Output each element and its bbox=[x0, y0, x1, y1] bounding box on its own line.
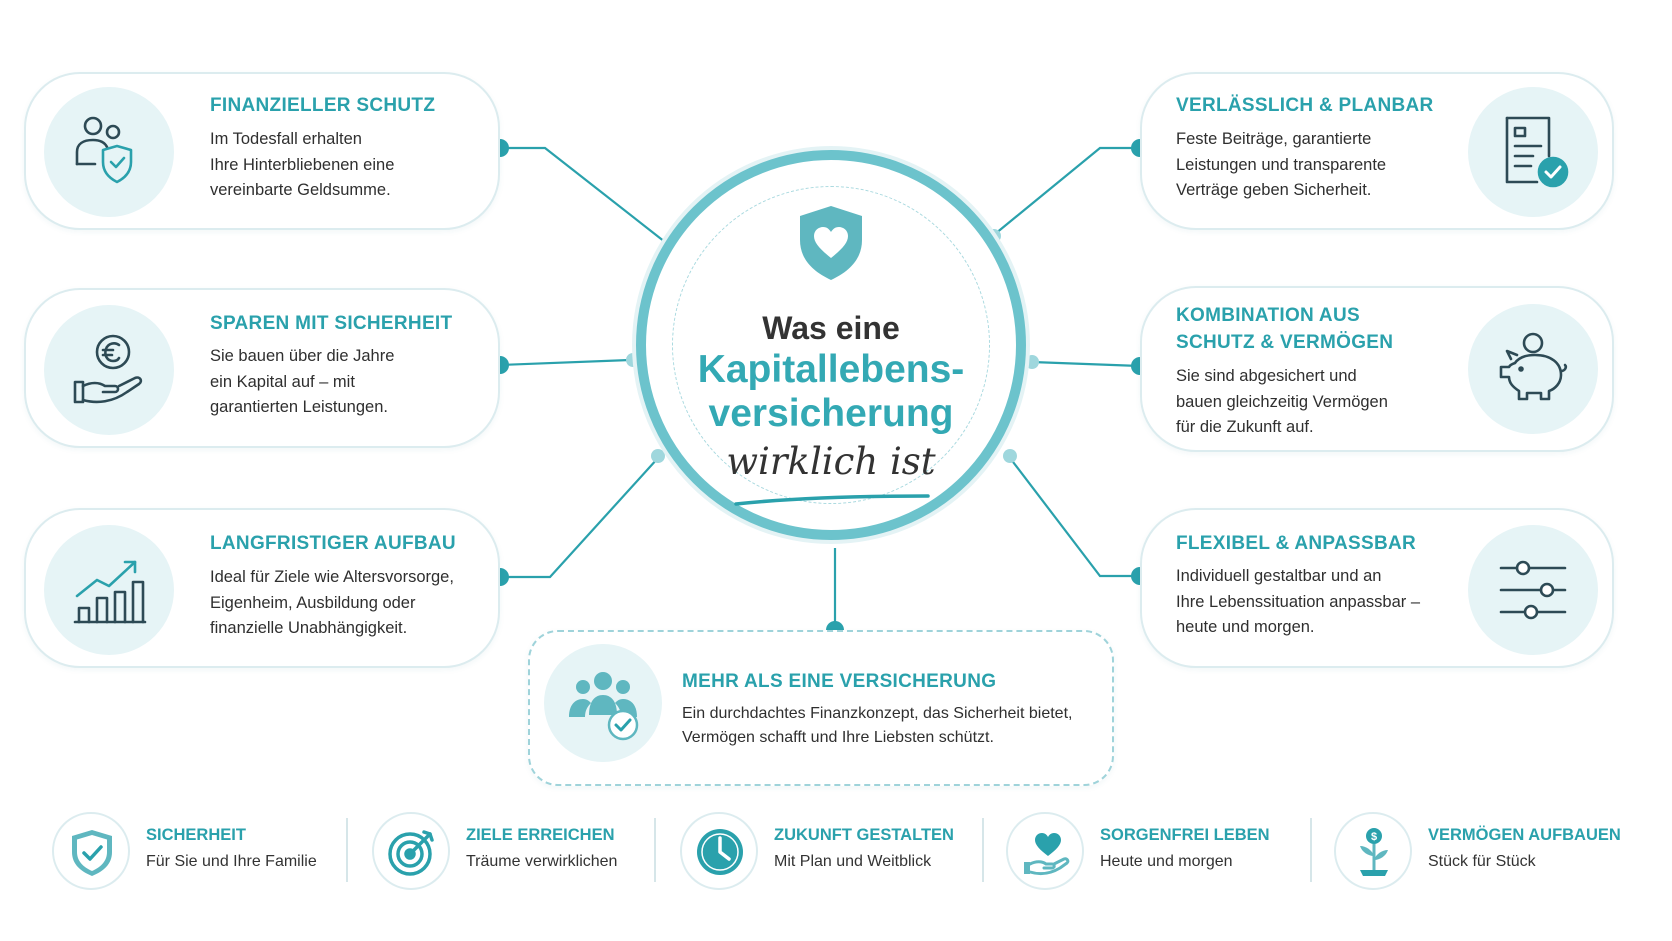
shield-check-icon bbox=[66, 826, 118, 878]
connector-flexibel bbox=[1010, 458, 1140, 576]
card-text-line: Eigenheim, Ausbildung oder bbox=[210, 593, 416, 612]
footer-divider bbox=[654, 818, 656, 882]
card-text bbox=[1176, 127, 1386, 204]
card-title bbox=[1176, 302, 1393, 356]
footer-title: SORGENFREI LEBEN bbox=[1100, 826, 1270, 844]
card-text-line: ein Kapital auf – mit bbox=[210, 372, 355, 391]
card-text-line: bauen gleichzeitig Vermögen bbox=[1176, 392, 1388, 411]
shield-heart-icon bbox=[796, 202, 866, 282]
card-text bbox=[210, 565, 454, 642]
footer-subtitle: Heute und morgen bbox=[1100, 853, 1233, 870]
icon-circle bbox=[1468, 525, 1598, 655]
card-text bbox=[682, 702, 1072, 750]
card-text-line: Ideal für Ziele wie Altersvorsorge, bbox=[210, 568, 454, 586]
footer-divider bbox=[346, 818, 348, 882]
icon-circle bbox=[44, 305, 174, 435]
card-text-line: heute und morgen. bbox=[1176, 618, 1315, 636]
card-text-line: für die Zukunft auf. bbox=[1176, 418, 1314, 436]
card-text-line: Feste Beiträge, garantierte bbox=[1176, 130, 1372, 148]
footer-title: VERMÖGEN AUFBAUEN bbox=[1428, 826, 1621, 844]
card-text-line: Sie bauen über die Jahre bbox=[210, 347, 395, 365]
footer-subtitle: Mit Plan und Weitblick bbox=[774, 853, 932, 870]
svg-text:$: $ bbox=[1370, 831, 1378, 843]
card-langfristig bbox=[24, 508, 500, 668]
icon-circle bbox=[1468, 304, 1598, 434]
connector-verlaesslich bbox=[995, 148, 1140, 234]
connector-kombination bbox=[1032, 362, 1140, 366]
piggy-bank-icon bbox=[1493, 329, 1573, 409]
underline-swoosh bbox=[732, 490, 932, 510]
footer-title: ZIELE ERREICHEN bbox=[466, 826, 615, 844]
card-mehr-als-versicherung bbox=[528, 630, 1114, 786]
card-sparen bbox=[24, 288, 500, 448]
ring-dot bbox=[1025, 355, 1039, 369]
sliders-icon bbox=[1493, 550, 1573, 630]
card-text-line: Leistungen und transparente bbox=[1176, 155, 1387, 174]
card-title: FINANZIELLER SCHUTZ bbox=[210, 95, 436, 116]
card-text bbox=[210, 127, 394, 204]
center-script-text: wirklich ist bbox=[726, 440, 936, 483]
growth-chart-icon bbox=[69, 550, 149, 630]
card-text-line: Im Todesfall erhalten bbox=[210, 130, 362, 148]
footer-icon-circle bbox=[1006, 812, 1084, 890]
center-circle bbox=[636, 150, 1026, 540]
document-check-icon bbox=[1493, 112, 1573, 192]
footer-subtitle: Für Sie und Ihre Familie bbox=[146, 853, 317, 870]
center-title-line2: Kapitallebens- bbox=[697, 348, 965, 391]
card-text bbox=[1176, 564, 1420, 641]
center-title-line1: Was eine bbox=[762, 310, 900, 346]
money-plant-icon bbox=[1348, 826, 1400, 878]
card-text bbox=[1176, 364, 1388, 441]
card-title: FLEXIBEL & ANPASSBAR bbox=[1176, 533, 1417, 554]
footer-title: ZUKUNFT GESTALTEN bbox=[774, 826, 954, 844]
card-title: MEHR ALS EINE VERSICHERUNG bbox=[682, 671, 997, 692]
card-title: SPAREN MIT SICHERHEIT bbox=[210, 313, 453, 334]
card-finanzieller-schutz bbox=[24, 72, 500, 230]
center-title-line3: versicherung bbox=[708, 392, 954, 435]
family-shield-icon bbox=[69, 112, 149, 192]
heart-hand-icon bbox=[1020, 826, 1072, 878]
footer-icon-circle bbox=[1334, 812, 1412, 890]
euro-hand-icon bbox=[69, 330, 149, 410]
card-text-line: Ihre Hinterbliebenen eine bbox=[210, 155, 395, 174]
icon-circle bbox=[44, 87, 174, 217]
icon-circle bbox=[1468, 87, 1598, 217]
card-text-line: Individuell gestaltbar und an bbox=[1176, 567, 1382, 585]
card-title-line: SCHUTZ & VERMÖGEN bbox=[1176, 332, 1394, 353]
footer-icon-circle bbox=[52, 812, 130, 890]
card-text-line: garantierten Leistungen. bbox=[210, 398, 388, 416]
card-text bbox=[210, 344, 394, 421]
card-text-line: finanzielle Unabhängigkeit. bbox=[210, 619, 408, 637]
footer-subtitle: Träume verwirklichen bbox=[466, 853, 618, 870]
icon-circle bbox=[544, 644, 662, 762]
card-text-line: Sie sind abgesichert und bbox=[1176, 367, 1357, 385]
icon-circle bbox=[44, 525, 174, 655]
footer-divider bbox=[982, 818, 984, 882]
connector-sparen bbox=[500, 360, 630, 365]
footer-icon-circle bbox=[680, 812, 758, 890]
card-text-line: Ihre Lebenssituation anpassbar – bbox=[1176, 592, 1421, 611]
connector-finanzieller-schutz bbox=[500, 148, 665, 242]
footer-subtitle: Stück für Stück bbox=[1428, 853, 1536, 870]
card-title: LANGFRISTIGER AUFBAU bbox=[210, 533, 456, 554]
card-text-line: vereinbarte Geldsumme. bbox=[210, 181, 391, 199]
card-flexibel bbox=[1140, 508, 1614, 668]
footer-divider bbox=[1310, 818, 1312, 882]
clock-icon bbox=[694, 826, 746, 878]
card-text-line: Verträge geben Sicherheit. bbox=[1176, 181, 1372, 199]
card-verlaesslich bbox=[1140, 72, 1614, 230]
card-title: VERLÄSSLICH & PLANBAR bbox=[1176, 95, 1434, 116]
card-text-line: Vermögen schafft und Ihre Liebsten schützt. bbox=[682, 729, 994, 746]
card-text-line: Ein durchdachtes Finanzkonzept, das Sicherheit bietet, bbox=[682, 705, 1073, 722]
group-check-icon bbox=[563, 663, 643, 743]
card-title-line: KOMBINATION AUS bbox=[1176, 305, 1360, 326]
card-kombination bbox=[1140, 286, 1614, 452]
target-icon bbox=[386, 826, 438, 878]
footer-icon-circle bbox=[372, 812, 450, 890]
connector-langfristig bbox=[500, 458, 658, 577]
footer-title: SICHERHEIT bbox=[146, 826, 246, 844]
